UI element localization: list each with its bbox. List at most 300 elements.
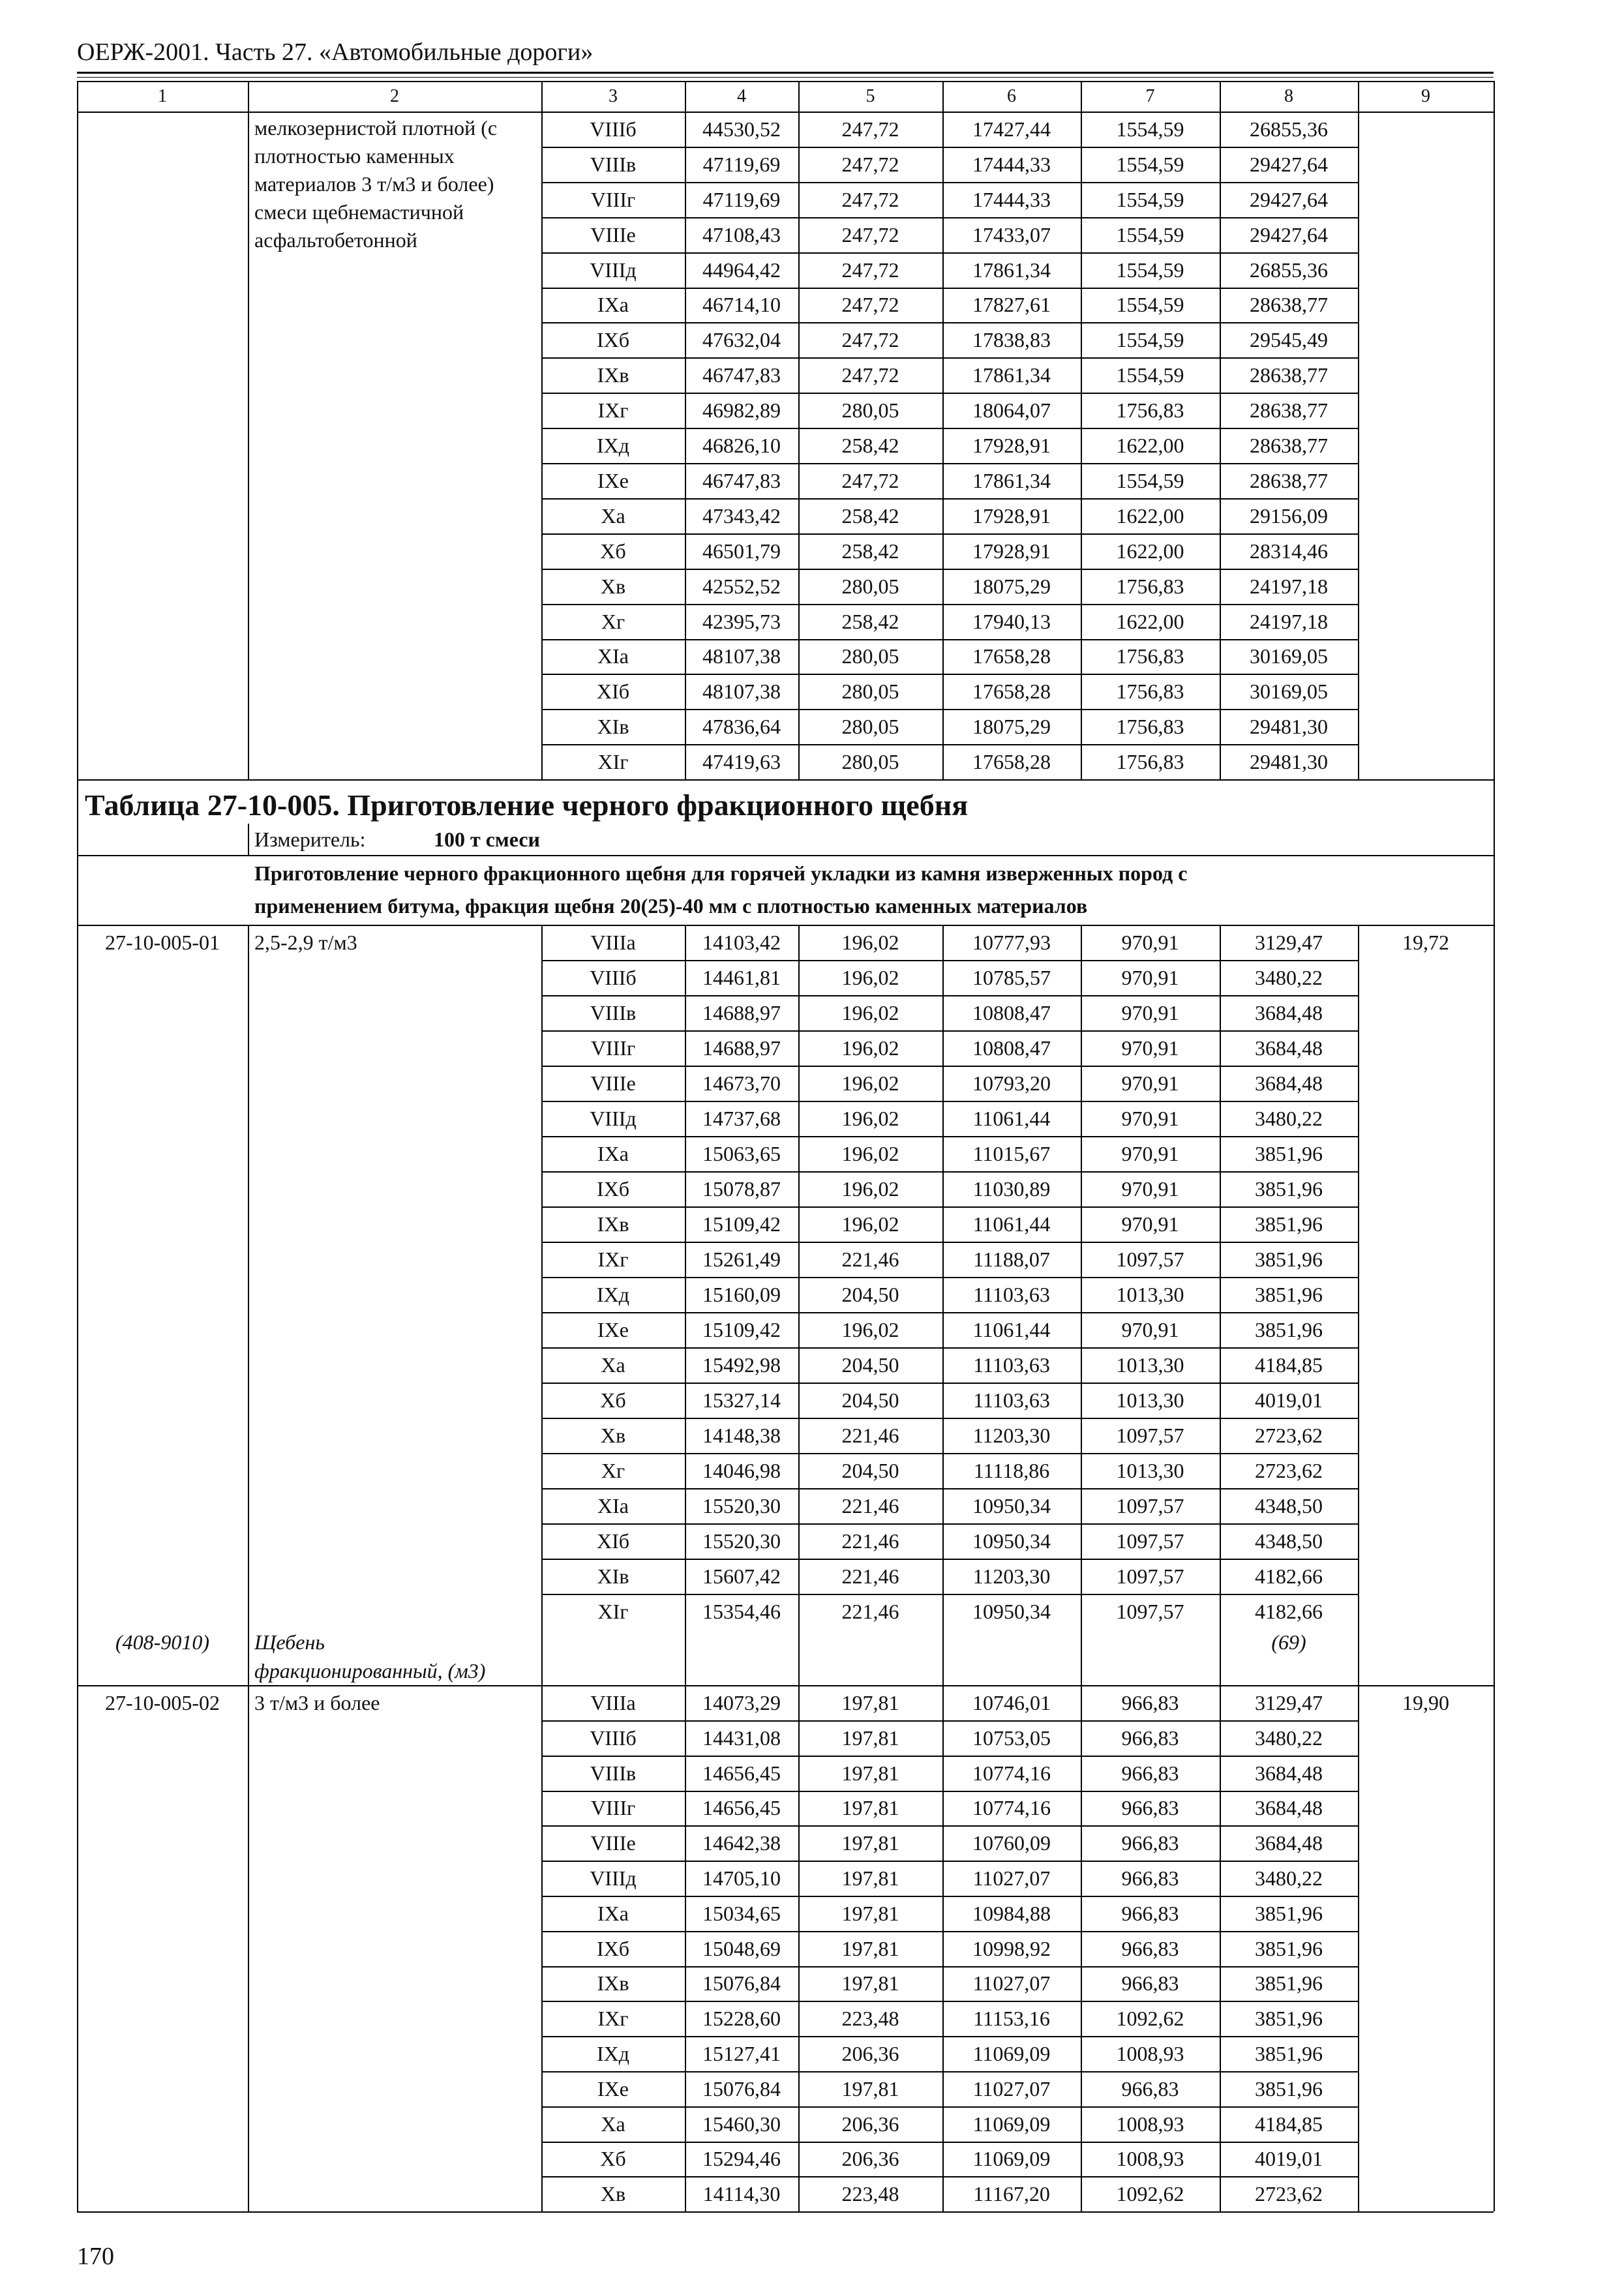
row-rule [541, 428, 1358, 429]
cost-direct: 14688,97 [702, 1036, 781, 1060]
column-rule [685, 81, 686, 779]
row-rule [541, 960, 1358, 961]
cost-wage: 196,02 [841, 1318, 899, 1342]
cost-direct: 15607,42 [702, 1564, 781, 1589]
cost-material: 24197,18 [1250, 574, 1328, 598]
row-rule [541, 498, 1358, 500]
cost-machine: 17827,61 [972, 293, 1051, 317]
cost-material: 29481,30 [1250, 750, 1328, 774]
cost-machine: 10984,88 [972, 1901, 1051, 1925]
tariff-class: VIIIв [590, 1761, 637, 1785]
cost-machinist: 1008,93 [1116, 2147, 1184, 2171]
cost-material: 4348,50 [1255, 1494, 1323, 1518]
row-rule [77, 779, 1494, 781]
cost-machinist: 1622,00 [1116, 539, 1184, 563]
cost-wage: 280,05 [841, 644, 899, 668]
cost-machinist: 1554,59 [1116, 187, 1184, 211]
row-rule [541, 182, 1358, 183]
rate-code: 27-10-005-02 [105, 1691, 220, 1714]
cost-machine: 11188,07 [973, 1248, 1050, 1272]
cost-wage: 197,81 [841, 1831, 899, 1855]
cost-machinist: 1622,00 [1116, 503, 1184, 528]
cost-direct: 42395,73 [702, 609, 781, 633]
cost-wage: 221,46 [841, 1529, 899, 1553]
cost-machinist: 1092,62 [1116, 2007, 1184, 2031]
row-rule [541, 217, 1358, 218]
row-rule [541, 1594, 1358, 1595]
cost-wage: 247,72 [841, 152, 899, 176]
cost-machine: 17861,34 [972, 363, 1051, 387]
column-rule [1358, 925, 1359, 2211]
cost-machine: 17444,33 [972, 152, 1051, 176]
cost-material: 28314,46 [1250, 539, 1328, 563]
cost-machine: 17928,91 [972, 539, 1051, 563]
cost-machine: 11103,63 [973, 1283, 1050, 1307]
tariff-class: IXв [597, 1212, 629, 1236]
cost-direct: 47836,64 [702, 715, 781, 739]
row-rule [541, 1206, 1358, 1208]
cost-direct: 44964,42 [702, 258, 781, 282]
cost-direct: 15109,42 [702, 1318, 781, 1342]
cost-material: 4182,66 [1255, 1564, 1323, 1589]
meter-label: Измеритель: [254, 828, 366, 852]
cost-wage: 247,72 [841, 222, 899, 247]
tariff-class: IXв [597, 1971, 629, 1996]
cost-machinist: 1622,00 [1116, 434, 1184, 458]
cost-wage: 197,81 [841, 1936, 899, 1960]
tariff-class: Xб [600, 2147, 626, 2171]
cost-machine: 17838,83 [972, 328, 1051, 352]
cost-direct: 46982,89 [702, 398, 781, 423]
cost-wage: 206,36 [841, 2042, 899, 2065]
cost-machinist: 970,91 [1121, 1177, 1179, 1201]
cost-wage: 247,72 [841, 363, 899, 387]
cost-machine: 10950,34 [972, 1494, 1051, 1518]
column-rule [248, 81, 249, 779]
tariff-class: VIIIг [590, 1796, 636, 1820]
cost-direct: 14673,70 [702, 1071, 781, 1096]
row-rule [541, 1756, 1358, 1757]
tariff-class: IXг [597, 398, 629, 423]
row-rule [77, 81, 1494, 82]
cost-material: 29427,64 [1250, 187, 1328, 211]
cost-machinist: 966,83 [1121, 1761, 1179, 1785]
cost-direct: 46747,83 [702, 363, 781, 387]
cost-wage: 204,50 [841, 1283, 899, 1307]
cost-direct: 46826,10 [702, 434, 781, 458]
cost-machine: 10808,47 [972, 1001, 1051, 1025]
cost-direct: 14103,42 [702, 931, 781, 955]
tariff-class: VIIIд [590, 1866, 637, 1890]
cost-direct: 47632,04 [702, 328, 781, 352]
tariff-class: IXд [596, 434, 630, 458]
tariff-class: Xб [600, 539, 626, 563]
tariff-class: IXа [597, 1901, 629, 1925]
row-rule [541, 709, 1358, 710]
cost-machinist: 1554,59 [1116, 468, 1184, 492]
item-description: 2,5-2,9 т/м3 [254, 931, 357, 955]
cost-machine: 11069,09 [972, 2042, 1051, 2065]
tariff-class: Xв [600, 574, 626, 598]
column-number: 9 [1421, 85, 1430, 106]
row-rule [541, 1277, 1358, 1278]
cost-machinist: 1097,57 [1116, 1529, 1184, 1553]
tariff-class: IXд [596, 1283, 630, 1307]
cost-material: 3851,96 [1255, 1142, 1323, 1166]
cost-direct: 15327,14 [702, 1388, 781, 1413]
cost-machine: 10774,16 [972, 1761, 1051, 1785]
row-rule [541, 1791, 1358, 1792]
cost-machinist: 1554,59 [1116, 293, 1184, 317]
section-description-line: Приготовление черного фракционного щебня для горячей укладки из камня изверженных пород с [254, 861, 1188, 886]
cost-material: 29427,64 [1250, 222, 1328, 247]
cost-material: 4348,50 [1255, 1529, 1323, 1553]
cost-wage: 247,72 [841, 328, 899, 352]
cost-machinist: 966,83 [1121, 1936, 1179, 1960]
cost-direct: 46747,83 [702, 468, 781, 492]
cost-machine: 11103,63 [973, 1388, 1050, 1413]
cost-machine: 10777,93 [972, 931, 1051, 955]
cost-material: 3851,96 [1255, 1901, 1323, 1925]
cost-wage: 206,36 [841, 2112, 899, 2136]
cost-material: 3684,48 [1255, 1831, 1323, 1855]
cost-machine: 10950,34 [972, 1529, 1051, 1553]
row-rule [541, 569, 1358, 570]
cost-machinist: 1008,93 [1116, 2112, 1184, 2136]
row-rule [77, 112, 1494, 113]
cost-material: 26855,36 [1250, 258, 1328, 282]
cost-material: 3480,22 [1255, 1107, 1323, 1131]
cost-wage: 223,48 [841, 2007, 899, 2031]
cost-machine: 11061,44 [972, 1212, 1051, 1236]
cost-machinist: 1756,83 [1116, 750, 1184, 774]
cost-wage: 280,05 [841, 680, 899, 704]
cost-material: 3851,96 [1255, 1971, 1323, 1996]
cost-wage: 197,81 [841, 1761, 899, 1785]
column-rule [541, 81, 543, 779]
cost-wage: 196,02 [841, 1001, 899, 1025]
cost-direct: 15109,42 [702, 1212, 781, 1236]
row-rule [541, 1136, 1358, 1137]
cost-material: 2723,62 [1255, 1424, 1323, 1448]
cost-wage: 197,81 [841, 1796, 899, 1820]
tariff-class: VIIIе [590, 1071, 636, 1096]
row-rule [541, 1312, 1358, 1313]
cost-direct: 14737,68 [702, 1107, 781, 1131]
row-rule [541, 1861, 1358, 1862]
cost-machinist: 966,83 [1121, 1901, 1179, 1925]
cost-material: 3851,96 [1255, 1318, 1323, 1342]
tariff-class: XIб [596, 1529, 630, 1553]
cost-wage: 196,02 [841, 1142, 899, 1166]
cost-wage: 197,81 [841, 2076, 899, 2101]
cost-direct: 48107,38 [702, 680, 781, 704]
tariff-class: XIб [596, 680, 630, 704]
cost-material: 3129,47 [1255, 931, 1323, 955]
header-rule-thin [77, 77, 1494, 78]
row-rule [541, 357, 1358, 359]
cost-machine: 11061,44 [972, 1318, 1051, 1342]
row-rule [541, 674, 1358, 675]
cost-machine: 17861,34 [972, 258, 1051, 282]
cost-direct: 47119,69 [702, 152, 781, 176]
cost-direct: 15261,49 [702, 1248, 781, 1272]
cost-material: 4019,01 [1255, 2147, 1323, 2171]
row-rule [541, 1896, 1358, 1897]
column-rule [77, 81, 78, 2211]
tariff-class: Xг [601, 1459, 625, 1483]
cost-direct: 15127,41 [702, 2042, 781, 2065]
cost-direct: 15078,87 [702, 1177, 781, 1201]
cost-direct: 47419,63 [702, 750, 781, 774]
cost-machinist: 1554,59 [1116, 258, 1184, 282]
cost-material: 3480,22 [1255, 1726, 1323, 1750]
tariff-class: IXб [596, 1936, 630, 1960]
cost-machinist: 966,83 [1121, 1726, 1179, 1750]
tariff-class: Xб [600, 1388, 626, 1413]
cost-machine: 10785,57 [972, 966, 1051, 990]
cost-direct: 48107,38 [702, 644, 781, 668]
row-rule [541, 1720, 1358, 1722]
tariff-class: VIIIд [590, 1107, 637, 1131]
item-description: мелкозернистой плотной (с плотностью каменных материалов 3 т/м3 и более) смеси щебнемастичной асфальтобетонной [254, 116, 498, 252]
cost-machinist: 970,91 [1121, 1318, 1179, 1342]
cost-wage: 247,72 [841, 468, 899, 492]
cost-material: 30169,05 [1250, 680, 1328, 704]
cost-machinist: 966,83 [1121, 1796, 1179, 1820]
cost-wage: 223,48 [841, 2182, 899, 2206]
column-number: 4 [737, 85, 746, 106]
row-rule [541, 322, 1358, 323]
tariff-class: IXе [597, 2076, 629, 2101]
row-rule [541, 1383, 1358, 1384]
row-rule [541, 1030, 1358, 1032]
column-rule [942, 81, 944, 779]
cost-direct: 47343,42 [702, 503, 781, 528]
cost-direct: 47119,69 [702, 187, 781, 211]
cost-machinist: 1622,00 [1116, 609, 1184, 633]
cost-wage: 206,36 [841, 2147, 899, 2171]
cost-machinist: 970,91 [1121, 1071, 1179, 1096]
column-rule [1081, 925, 1082, 2211]
cost-machine: 18064,07 [972, 398, 1051, 423]
tariff-class: VIIIе [590, 1831, 636, 1855]
tariff-class: VIIIд [590, 258, 637, 282]
cost-machine: 10808,47 [972, 1036, 1051, 1060]
cost-direct: 15294,46 [702, 2147, 781, 2171]
cost-machinist: 970,91 [1121, 931, 1179, 955]
row-rule [541, 1066, 1358, 1067]
cost-material: 30169,05 [1250, 644, 1328, 668]
column-rule [685, 925, 686, 2211]
row-rule [541, 147, 1358, 148]
cost-wage: 197,81 [841, 1901, 899, 1925]
cost-wage: 247,72 [841, 258, 899, 282]
cost-machinist: 1013,30 [1116, 1388, 1184, 1413]
labor-cost: 19,72 [1402, 931, 1449, 955]
row-rule [77, 1685, 1494, 1686]
cost-machinist: 966,83 [1121, 2076, 1179, 2101]
cost-material: 3480,22 [1255, 966, 1323, 990]
row-rule [541, 1488, 1358, 1489]
tariff-class: VIIIб [590, 966, 637, 990]
cost-machine: 10950,34 [972, 1600, 1051, 1624]
cost-wage: 204,50 [841, 1353, 899, 1377]
column-rule [1081, 81, 1082, 779]
cost-direct: 14642,38 [702, 1831, 781, 1855]
row-rule [541, 2001, 1358, 2002]
cost-direct: 14656,45 [702, 1796, 781, 1820]
cost-direct: 15520,30 [702, 1529, 781, 1553]
resource-name: Щебень [254, 1630, 325, 1654]
rate-code: 27-10-005-01 [105, 931, 220, 955]
cost-direct: 15492,98 [702, 1353, 781, 1377]
row-rule [541, 604, 1358, 605]
cost-machinist: 1554,59 [1116, 222, 1184, 247]
tariff-class: VIIIб [590, 1726, 637, 1750]
cost-machine: 11203,30 [972, 1564, 1051, 1589]
cost-machine: 11027,07 [972, 1866, 1051, 1890]
cost-machine: 11153,16 [973, 2007, 1050, 2031]
cost-machine: 17658,28 [972, 680, 1051, 704]
cost-wage: 196,02 [841, 1036, 899, 1060]
cost-machinist: 1554,59 [1116, 152, 1184, 176]
tariff-class: XIг [597, 750, 629, 774]
labor-cost: 19,90 [1402, 1691, 1449, 1714]
cost-wage: 196,02 [841, 1212, 899, 1236]
tariff-class: IXд [596, 2042, 630, 2065]
tariff-class: VIIIе [590, 222, 636, 247]
cost-wage: 197,81 [841, 1866, 899, 1890]
cost-machine: 17433,07 [972, 222, 1051, 247]
cost-machine: 11061,44 [972, 1107, 1051, 1131]
column-rule [1220, 81, 1221, 779]
cost-machine: 17940,13 [972, 609, 1051, 633]
tariff-class: VIIIб [590, 117, 637, 141]
cost-machinist: 1013,30 [1116, 1283, 1184, 1307]
cost-machinist: 970,91 [1121, 1001, 1179, 1025]
cost-machinist: 1097,57 [1116, 1248, 1184, 1272]
cost-machine: 17658,28 [972, 750, 1051, 774]
cost-material: 3129,47 [1255, 1691, 1323, 1714]
cost-material: 26855,36 [1250, 117, 1328, 141]
running-header: ОЕРЖ-2001. Часть 27. «Автомобильные дороги» [77, 38, 594, 66]
tariff-class: VIIIв [590, 152, 637, 176]
cost-material: 4019,01 [1255, 1388, 1323, 1413]
cost-wage: 196,02 [841, 1107, 899, 1131]
cost-wage: 196,02 [841, 931, 899, 955]
cost-material: 3851,96 [1255, 1212, 1323, 1236]
cost-wage: 280,05 [841, 750, 899, 774]
column-rule [1358, 81, 1359, 779]
cost-wage: 280,05 [841, 398, 899, 423]
row-rule [541, 639, 1358, 640]
cost-direct: 14431,08 [702, 1726, 781, 1750]
tariff-class: IXг [597, 1248, 629, 1272]
cost-wage: 221,46 [841, 1424, 899, 1448]
row-rule [541, 463, 1358, 464]
cost-material: 3684,48 [1255, 1796, 1323, 1820]
cost-machine: 11069,09 [972, 2112, 1051, 2136]
column-rule [248, 824, 249, 855]
cost-material: 28638,77 [1250, 363, 1328, 387]
column-rule [541, 925, 543, 2211]
table-title: Таблица 27-10-005. Приготовление черного фракционного щебня [85, 788, 969, 822]
cost-machinist: 1756,83 [1116, 680, 1184, 704]
cost-machinist: 1008,93 [1116, 2042, 1184, 2065]
cost-direct: 47108,43 [702, 222, 781, 247]
cost-wage: 258,42 [841, 503, 899, 528]
cost-wage: 197,81 [841, 1691, 899, 1714]
cost-machinist: 1013,30 [1116, 1459, 1184, 1483]
row-rule [77, 2211, 1494, 2213]
row-rule [541, 1453, 1358, 1454]
row-rule [541, 533, 1358, 535]
item-description: 3 т/м3 и более [254, 1691, 380, 1714]
cost-direct: 14046,98 [702, 1459, 781, 1483]
cost-material: 29545,49 [1250, 328, 1328, 352]
row-rule [541, 1418, 1358, 1419]
cost-wage: 196,02 [841, 1071, 899, 1096]
cost-machine: 10793,20 [972, 1071, 1051, 1096]
cost-material: 28638,77 [1250, 434, 1328, 458]
cost-wage: 221,46 [841, 1248, 899, 1272]
row-rule [541, 2142, 1358, 2143]
cost-machinist: 1092,62 [1116, 2182, 1184, 2206]
cost-wage: 221,46 [841, 1564, 899, 1589]
tariff-class: IXб [596, 1177, 630, 1201]
cost-wage: 258,42 [841, 539, 899, 563]
row-rule [541, 1559, 1358, 1560]
cost-material: 4184,85 [1255, 1353, 1323, 1377]
page-number: 170 [77, 2243, 114, 2270]
cost-machine: 17427,44 [972, 117, 1051, 141]
cost-machine: 10998,92 [972, 1936, 1051, 1960]
cost-wage: 196,02 [841, 1177, 899, 1201]
tariff-class: IXа [597, 1142, 629, 1166]
cost-machine: 10774,16 [972, 1796, 1051, 1820]
cost-machinist: 966,83 [1121, 1866, 1179, 1890]
column-number: 8 [1284, 85, 1293, 106]
cost-direct: 42552,52 [702, 574, 781, 598]
cost-machine: 11103,63 [973, 1353, 1050, 1377]
cost-material: 2723,62 [1255, 1459, 1323, 1483]
column-number: 2 [390, 85, 399, 106]
cost-machine: 17658,28 [972, 644, 1051, 668]
tariff-class: VIIIа [590, 931, 636, 955]
cost-material: 3851,96 [1255, 1283, 1323, 1307]
price-table [77, 81, 1494, 2228]
cost-machine: 17928,91 [972, 434, 1051, 458]
row-rule [541, 2071, 1358, 2072]
cost-machinist: 970,91 [1121, 1212, 1179, 1236]
tariff-class: IXе [597, 468, 629, 492]
column-number: 6 [1007, 85, 1016, 106]
cost-machinist: 1554,59 [1116, 117, 1184, 141]
cost-direct: 15076,84 [702, 2076, 781, 2101]
cost-machine: 11069,09 [972, 2147, 1051, 2171]
cost-machine: 11027,07 [972, 2076, 1051, 2101]
column-rule [248, 925, 249, 2211]
cost-direct: 14461,81 [702, 966, 781, 990]
cost-material: 3851,96 [1255, 1177, 1323, 1201]
cost-direct: 46714,10 [702, 293, 781, 317]
cost-machinist: 970,91 [1121, 1142, 1179, 1166]
cost-machinist: 1097,57 [1116, 1564, 1184, 1589]
cost-wage: 204,50 [841, 1459, 899, 1483]
cost-machine: 11167,20 [973, 2182, 1050, 2206]
cost-machine: 17444,33 [972, 187, 1051, 211]
